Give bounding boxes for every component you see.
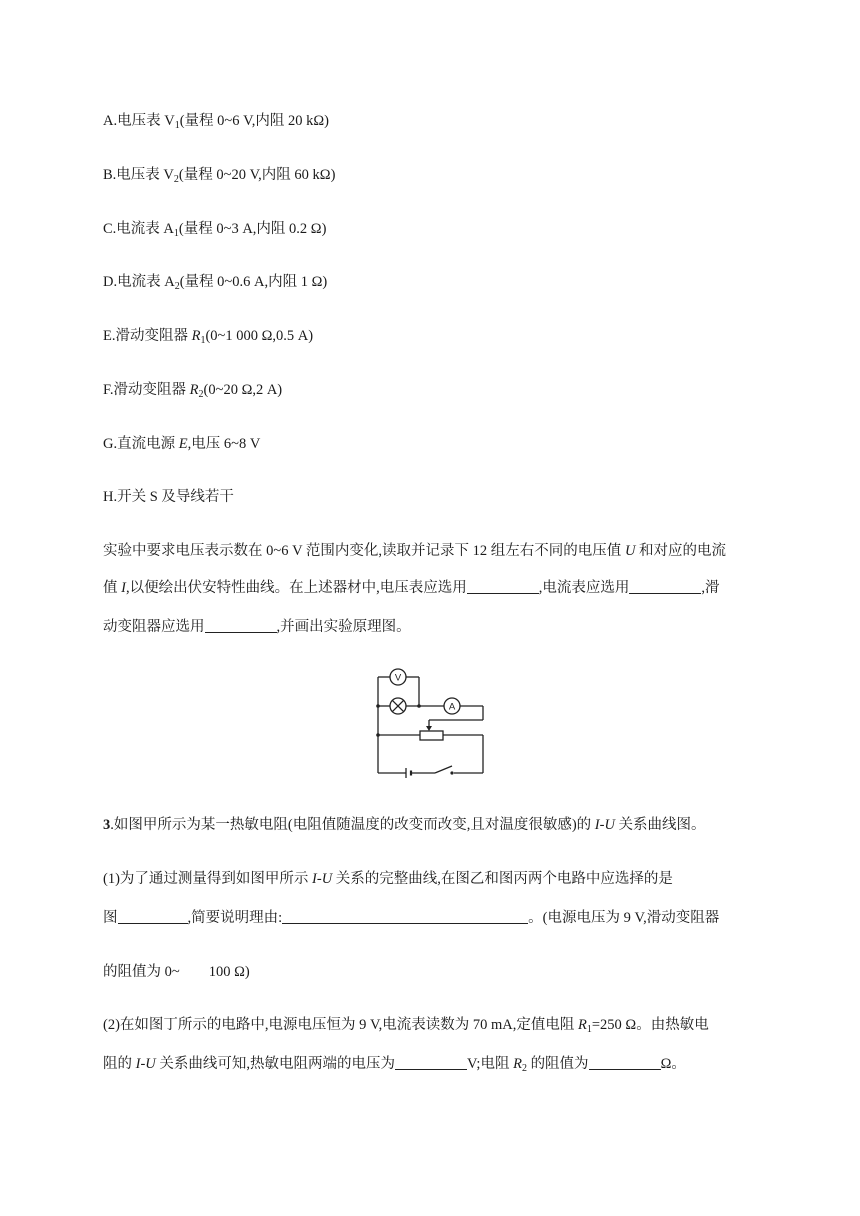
resistance-answer-blank — [589, 1055, 661, 1070]
junction-voltmeter — [417, 704, 421, 708]
voltage-answer-blank — [395, 1055, 467, 1070]
voltmeter-answer-blank — [467, 579, 539, 594]
q3-stem: 3.如图甲所示为某一热敏电阻(电阻值随温度的改变而改变,且对温度很敏感)的 I-U 关系曲线图。 — [103, 817, 706, 833]
switch-contact — [450, 771, 453, 774]
q3-part1-line2: 图 ,简要说明理由: 。(电源电压为 9 V,滑动变阻器 — [103, 910, 720, 926]
q3-part1-line3: 的阻值为 0~ 100 Ω) — [103, 964, 250, 980]
q3-part2-line2: 阻的 I-U 关系曲线可知,热敏电阻两端的电压为 V;电阻 $R_2$ 的阻值为 Ω。 — [103, 1056, 686, 1074]
option-a: A.电压表 $V_1$(量程 0~6 V,内阻 20 kΩ) — [103, 113, 329, 131]
option-f: F.滑动变阻器 $R_2(0\sim 20$ Ω,2 A) — [103, 382, 283, 400]
option-g: G.直流电源 E,电压 6~8 V — [103, 436, 261, 452]
q2-line-2: 值 I,以便绘出伏安特性曲线。在上述器材中,电压表应选用 ,电流表应选用 ,滑 — [103, 580, 720, 596]
reason-blank — [282, 909, 528, 924]
option-b: B.电压表 $V_2$(量程 0~20 V,内阻 60 kΩ) — [103, 167, 336, 185]
rheostat-answer-blank — [205, 618, 277, 633]
rheostat-body — [420, 731, 443, 740]
junction-left-top — [376, 704, 380, 708]
q3-part1-line1: (1)为了通过测量得到如图甲所示 I-U 关系的完整曲线,在图乙和图丙两个电路中应选择的是 — [103, 871, 673, 887]
ammeter-answer-blank — [629, 579, 701, 594]
voltmeter-label: V — [394, 672, 402, 684]
ammeter-label: A — [448, 701, 456, 713]
option-c: C.电流表 $A_1$(量程 0~3 A,内阻 0.2 Ω) — [103, 221, 327, 239]
option-h: H.开关 S 及导线若干 — [103, 489, 234, 505]
q3-part2-line1: (2)在如图丁所示的电路中,电源电压恒为 9 V,电流表读数为 70 mA,定值电阻 $R_1=250$ Ω。由热敏电 — [103, 1017, 709, 1035]
switch-blade — [435, 766, 452, 773]
junction-left-bottom — [376, 733, 380, 737]
slider-arrow — [426, 726, 432, 731]
option-d: D.电流表 $A_2$(量程 0~0.6 A,内阻 1 Ω) — [103, 274, 328, 292]
circuit-choice-blank — [118, 909, 188, 924]
q2-line-3: 动变阻器应选用 ,并画出实验原理图。 — [103, 619, 411, 635]
option-e: E.滑动变阻器 $R_1(0\sim 1$ 000 Ω,0.5 A) — [103, 328, 314, 346]
q2-line-1: 实验中要求电压表示数在 0~6 V 范围内变化,读取并记录下 12 组左右不同的电压值 U 和对应的电流 — [103, 543, 727, 559]
circuit-diagram — [370, 668, 490, 780]
